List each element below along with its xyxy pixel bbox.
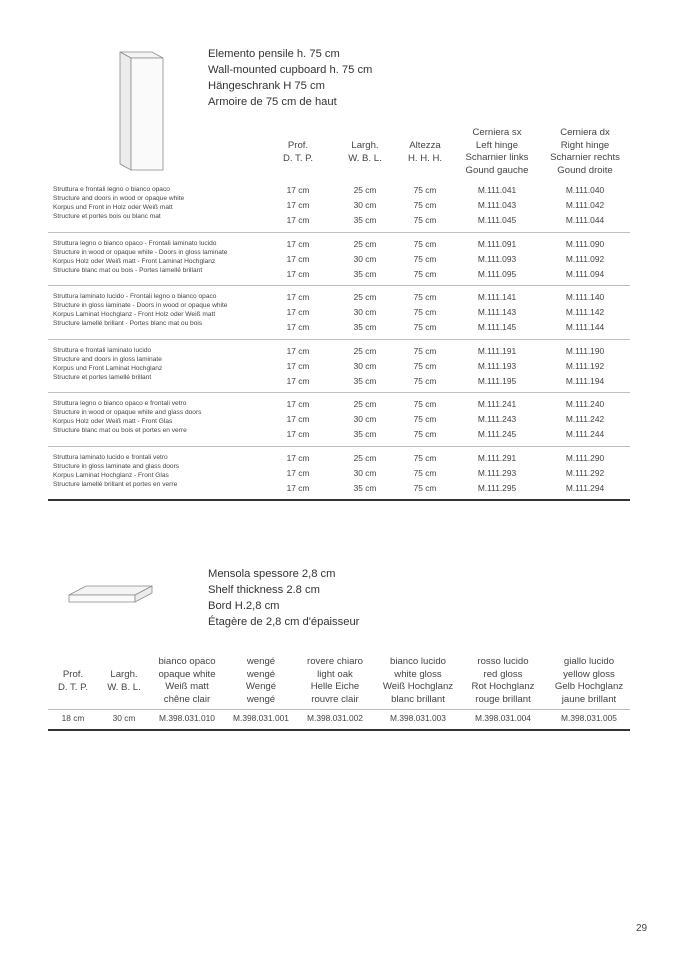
header-line: rouge brillant [475, 693, 531, 705]
table-cell: M.111.041 [477, 185, 517, 195]
header-line: Right hinge [560, 139, 610, 151]
shelf-header [463, 656, 543, 706]
shelf-header [150, 656, 224, 706]
shelf-header [298, 656, 372, 706]
header-line: yellow gloss [563, 668, 615, 680]
header-height [395, 140, 455, 165]
group-description [53, 239, 227, 275]
table-cell: M.398.031.010 [159, 713, 215, 723]
table-cell: 18 cm [61, 713, 85, 723]
header-line: W. B. L. [348, 152, 382, 164]
header-line: Weiß matt [165, 681, 209, 692]
group-divider [48, 285, 630, 286]
shelf-illustration [66, 582, 156, 608]
cupboard-title-line: Armoire de 75 cm de haut [208, 96, 337, 108]
header-line: Cerniera dx [560, 127, 610, 138]
group-description [53, 185, 184, 221]
table-cell: M.111.145 [477, 322, 517, 333]
table-cell: M.398.031.001 [233, 713, 289, 723]
header-line: Prof. [62, 669, 84, 680]
table-cell: 17 cm [286, 185, 310, 195]
group-description-line: Structure blanc mat ou bois et portes en verre [53, 427, 187, 435]
table-cell: M.111.142 [565, 307, 605, 318]
header-line: Scharnier links [465, 152, 529, 163]
shelf-title-line: Mensola spessore 2,8 cm [208, 568, 336, 580]
table-cell: M.111.190 [565, 345, 605, 356]
table-cell: 25 cm [353, 292, 377, 303]
table-cell: 17 cm [286, 453, 310, 463]
table-cell: 75 cm [413, 200, 437, 210]
table-cell: 75 cm [413, 292, 437, 303]
header-line: bianco opaco [158, 656, 216, 667]
table-cell: M.111.194 [565, 375, 605, 386]
table-cell: 75 cm [413, 268, 437, 279]
table-cell: 17 cm [286, 292, 310, 303]
cupboard-table-bottom-rule [48, 499, 630, 501]
group-description-line: Korpus Holz oder Weiß matt - Front Glas [53, 418, 173, 426]
table-cell: M.111.192 [565, 360, 605, 371]
table-cell: 25 cm [353, 399, 377, 410]
header-line: Gound gauche [465, 164, 529, 176]
header-line: rouvre clair [311, 693, 359, 705]
group-description [53, 346, 162, 382]
group-description-line: Structure et portes bois ou blanc mat [53, 213, 161, 220]
group-description-line: Korpus Laminat Hochglanz - Front Holz oder Weiß matt [53, 311, 216, 319]
table-cell: 25 cm [353, 185, 377, 195]
group-description-line: Korpus Laminat Hochglanz - Front Glas [53, 472, 169, 479]
table-cell: 17 cm [286, 200, 310, 210]
table-cell: 30 cm [353, 253, 377, 264]
table-cell: M.111.290 [565, 453, 605, 463]
cupboard-title-line: Elemento pensile h. 75 cm [208, 48, 340, 60]
table-cell: M.111.143 [477, 307, 517, 318]
group-description-line: Structure in wood or opaque white and glass doors [53, 409, 202, 417]
table-cell: 25 cm [353, 345, 377, 356]
header-line: blanc brillant [391, 693, 445, 705]
page-number: 29 [636, 923, 648, 934]
table-cell: M.111.044 [565, 215, 605, 225]
header-line: H. H. H. [407, 152, 443, 164]
table-cell: M.111.244 [565, 429, 605, 440]
table-cell: 30 cm [112, 713, 136, 723]
table-cell: 17 cm [286, 268, 310, 279]
shelf-header [99, 669, 149, 694]
group-description-line: Structure in wood or opaque white - Doors in gloss laminate [53, 248, 228, 256]
group-divider [48, 232, 630, 233]
table-cell: M.111.090 [565, 238, 605, 249]
header-line: Gound droite [557, 164, 613, 176]
table-cell: M.111.295 [477, 483, 517, 493]
table-cell: 75 cm [413, 453, 437, 463]
table-cell: 35 cm [353, 322, 377, 333]
header-line: wengé [246, 693, 276, 705]
header-line: red gloss [483, 668, 523, 680]
table-cell: 17 cm [286, 399, 310, 410]
group-description-line: Structure blanc mat ou bois - Portes lamellé brillant [53, 266, 203, 274]
table-cell: M.111.045 [477, 215, 517, 225]
group-description-line: Structure and doors in gloss laminate [53, 355, 162, 363]
header-line: giallo lucido [563, 656, 615, 667]
header-line: wengé [246, 668, 276, 680]
table-cell: 75 cm [413, 468, 437, 478]
table-cell: 35 cm [353, 483, 377, 493]
header-line: Wengé [245, 681, 277, 692]
group-description-line: Structure lamellé brillant et portes en verre [53, 481, 178, 488]
group-description [53, 292, 227, 328]
table-cell: M.111.243 [477, 414, 517, 425]
cupboard-title [208, 46, 372, 110]
group-divider [48, 392, 630, 393]
group-divider [48, 339, 630, 340]
table-cell: M.111.092 [565, 253, 605, 264]
header-line: Largh. [110, 669, 138, 680]
table-cell: M.398.031.002 [307, 713, 363, 723]
table-cell: M.111.292 [565, 468, 605, 478]
table-cell: 30 cm [353, 360, 377, 371]
table-cell: M.111.091 [477, 238, 517, 249]
table-cell: M.111.191 [477, 345, 517, 356]
group-description-line: Korpus und Front Laminat Hochglanz [53, 364, 163, 372]
table-cell: 17 cm [286, 322, 310, 333]
table-cell: M.111.095 [477, 268, 517, 279]
table-cell: 30 cm [353, 307, 377, 318]
wall-cupboard-illustration [112, 46, 172, 176]
table-cell: 75 cm [413, 360, 437, 371]
shelf-header [377, 656, 459, 706]
header-line: rovere chiaro [307, 656, 363, 667]
group-description-line: Structure lamellé brillant - Portes blanc mat ou bois [53, 320, 203, 328]
shelf-header [48, 669, 98, 694]
table-cell: 30 cm [353, 468, 377, 478]
group-description-line: Struttura legno o bianco opaco - Frontali laminato lucido [53, 239, 217, 247]
table-cell: 17 cm [286, 307, 310, 318]
table-cell: M.398.031.004 [475, 713, 531, 723]
header-line: Altezza [409, 140, 441, 151]
table-cell: 75 cm [413, 375, 437, 386]
table-cell: 17 cm [286, 429, 310, 440]
table-cell: M.111.040 [565, 185, 605, 195]
header-line: Left hinge [475, 139, 519, 151]
group-description-line: Structure et portes lamellé brillant [53, 373, 152, 381]
header-line: D. T. P. [57, 681, 89, 693]
table-cell: M.111.291 [477, 453, 517, 463]
table-cell: M.111.141 [477, 292, 517, 303]
shelf-title [208, 566, 359, 630]
table-cell: 75 cm [413, 215, 437, 225]
header-depth [268, 140, 328, 165]
cupboard-title-line: Wall-mounted cupboard h. 75 cm [208, 64, 373, 76]
group-description-line: Struttura laminato lucido e frontali vetro [53, 454, 168, 461]
table-cell: M.111.094 [565, 268, 605, 279]
table-cell: 75 cm [413, 238, 437, 249]
header-line: jaune brillant [561, 693, 617, 705]
table-cell: M.111.193 [477, 360, 517, 371]
header-line: white gloss [394, 668, 442, 680]
group-description-line: Struttura legno o bianco opaco e frontali vetro [53, 400, 187, 408]
table-cell: M.111.245 [477, 429, 517, 440]
table-cell: M.111.093 [477, 253, 517, 264]
table-cell: M.398.031.005 [561, 713, 617, 723]
table-cell: 17 cm [286, 375, 310, 386]
header-line: W. B. L. [107, 681, 141, 693]
group-description-line: Structure in gloss laminate and glass doors [53, 463, 180, 470]
header-line: Helle Eiche [310, 681, 360, 692]
shelf-title-line: Bord H.2,8 cm [208, 600, 280, 612]
table-cell: 75 cm [413, 307, 437, 318]
shelf-table-bottom-rule [48, 729, 630, 731]
table-cell: 35 cm [353, 215, 377, 225]
header-line: chêne clair [163, 693, 211, 705]
group-description-line: Struttura e frontali legno o bianco opaco [53, 186, 170, 193]
header-line: Gelb Hochglanz [554, 681, 624, 692]
table-cell: 17 cm [286, 468, 310, 478]
header-line: Prof. [287, 140, 309, 151]
table-cell: M.398.031.003 [390, 713, 446, 723]
shelf-title-line: Shelf thickness 2.8 cm [208, 584, 320, 596]
table-cell: M.111.195 [477, 375, 517, 386]
table-cell: 75 cm [413, 483, 437, 493]
table-cell: 17 cm [286, 253, 310, 264]
table-cell: 75 cm [413, 429, 437, 440]
table-cell: M.111.293 [477, 468, 517, 478]
table-cell: 75 cm [413, 345, 437, 356]
header-left-hinge [457, 127, 537, 177]
group-description-line: Struttura e frontali laminato lucido [53, 346, 152, 354]
group-description [53, 453, 179, 489]
table-cell: M.111.240 [565, 399, 605, 410]
cupboard-title-line: Hängeschrank H 75 cm [208, 80, 325, 92]
header-line: Scharnier rechts [550, 152, 620, 163]
table-cell: 35 cm [353, 429, 377, 440]
shelf-header [226, 656, 296, 706]
table-cell: 30 cm [353, 414, 377, 425]
group-description-line: Structure and doors in wood or opaque white [53, 195, 185, 202]
header-line: opaque white [158, 668, 216, 680]
table-cell: 75 cm [413, 399, 437, 410]
table-cell: 17 cm [286, 414, 310, 425]
header-line: Largh. [351, 140, 379, 151]
table-cell: 35 cm [353, 375, 377, 386]
table-cell: M.111.241 [477, 399, 517, 410]
header-line: light oak [317, 668, 353, 680]
table-cell: M.111.140 [565, 292, 605, 303]
table-cell: 17 cm [286, 238, 310, 249]
header-line: Rot Hochglanz [471, 681, 535, 692]
group-description [53, 399, 201, 435]
table-cell: M.111.294 [565, 483, 605, 493]
group-description-line: Structure in gloss laminate - Doors in wood or opaque white [53, 302, 228, 310]
shelf-header [549, 656, 629, 706]
table-cell: M.111.043 [477, 200, 517, 210]
header-line: Cerniera sx [472, 127, 522, 138]
table-cell: M.111.042 [565, 200, 605, 210]
group-divider [48, 446, 630, 447]
table-cell: M.111.242 [565, 414, 605, 425]
table-cell: 35 cm [353, 268, 377, 279]
table-cell: M.111.144 [565, 322, 605, 333]
table-cell: 17 cm [286, 483, 310, 493]
table-cell: 30 cm [353, 200, 377, 210]
header-line: Weiß Hochglanz [382, 681, 454, 692]
group-description-line: Korpus Holz oder Weiß matt - Front Laminat Hochglanz [53, 257, 216, 265]
header-line: bianco lucido [389, 656, 446, 667]
table-cell: 25 cm [353, 238, 377, 249]
table-cell: 17 cm [286, 215, 310, 225]
header-line: D. T. P. [282, 152, 314, 164]
header-line: rosso lucido [477, 656, 529, 667]
table-cell: 75 cm [413, 322, 437, 333]
header-right-hinge [543, 127, 627, 177]
table-cell: 17 cm [286, 345, 310, 356]
table-cell: 75 cm [413, 253, 437, 264]
group-description-line: Struttura laminato lucido - Frontali legno o bianco opaco [53, 293, 217, 301]
group-description-line: Korpus und Front in Holz oder Weiß matt [53, 204, 173, 211]
table-cell: 75 cm [413, 185, 437, 195]
table-cell: 17 cm [286, 360, 310, 371]
shelf-header-divider [48, 709, 630, 710]
header-line: wengé [246, 656, 276, 667]
header-width [335, 140, 395, 165]
table-cell: 25 cm [353, 453, 377, 463]
table-cell: 75 cm [413, 414, 437, 425]
shelf-title-line: Étagère de 2,8 cm d'épaisseur [208, 616, 360, 628]
